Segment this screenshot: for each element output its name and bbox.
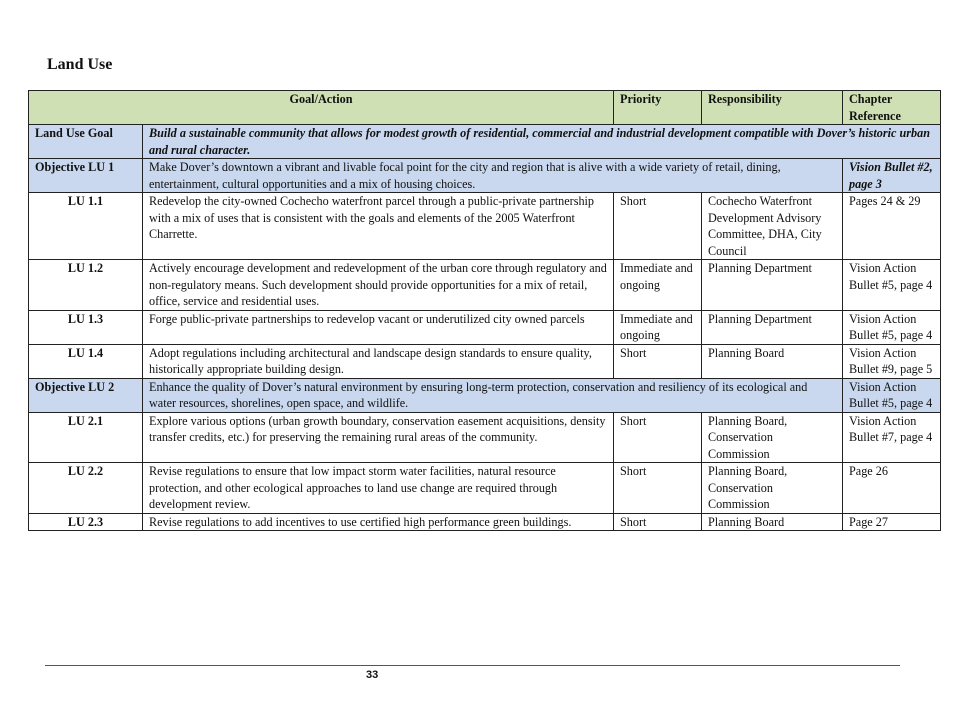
goal-text: Build a sustainable community that allows for modest growth of residential, commercial and industrial development compatible with Dover’s historic urban and rural character.	[143, 125, 941, 159]
action-reference: Vision Action Bullet #5, page 4	[843, 260, 941, 311]
action-id: LU 2.2	[29, 463, 143, 514]
action-text: Forge public-private partnerships to redevelop vacant or underutilized city owned parcels	[143, 310, 614, 344]
action-row-lu2-2	[29, 463, 941, 514]
action-id: LU 1.1	[29, 193, 143, 260]
action-text: Adopt regulations including architectural and landscape design standards to ensure quality, historically appropriate building design.	[143, 344, 614, 378]
action-priority: Short	[614, 513, 702, 531]
land-use-table	[28, 90, 941, 531]
action-reference: Pages 24 & 29	[843, 193, 941, 260]
section-title: Land Use	[47, 56, 113, 73]
action-responsibility: Planning Board	[702, 513, 843, 531]
action-responsibility: Planning Department	[702, 310, 843, 344]
action-reference: Page 26	[843, 463, 941, 514]
action-priority: Short	[614, 412, 702, 463]
action-reference: Vision Action Bullet #9, page 5	[843, 344, 941, 378]
objective-reference: Vision Action Bullet #5, page 4	[843, 378, 941, 412]
header-priority: Priority	[614, 91, 702, 125]
action-reference: Vision Action Bullet #7, page 4	[843, 412, 941, 463]
action-reference: Vision Action Bullet #5, page 4	[843, 310, 941, 344]
goal-label: Land Use Goal	[29, 125, 143, 159]
objective-text: Enhance the quality of Dover’s natural environment by ensuring long-term protection, conservation and resiliency of its ecological and water resources, shorelines, open space, and wildlife.	[143, 378, 843, 412]
objective-label: Objective LU 1	[29, 159, 143, 193]
action-id: LU 1.2	[29, 260, 143, 311]
action-responsibility: Planning Department	[702, 260, 843, 311]
footer-divider	[45, 665, 900, 666]
action-text: Explore various options (urban growth boundary, conservation easement acquisitions, density transfer credits, etc.) for preserving the remaining rural areas of the community.	[143, 412, 614, 463]
action-text: Revise regulations to ensure that low impact storm water facilities, natural resource protection, and other ecological approaches to land use change are required through development review.	[143, 463, 614, 514]
action-priority: Immediate and ongoing	[614, 260, 702, 311]
action-row-lu1-1	[29, 193, 941, 260]
objective-reference: Vision Bullet #2, page 3	[843, 159, 941, 193]
action-priority: Immediate and ongoing	[614, 310, 702, 344]
action-id: LU 2.1	[29, 412, 143, 463]
action-responsibility: Planning Board, Conservation Commission	[702, 463, 843, 514]
objective-row-lu2	[29, 378, 941, 412]
action-responsibility: Planning Board	[702, 344, 843, 378]
objective-row-lu1	[29, 159, 941, 193]
action-id: LU 1.4	[29, 344, 143, 378]
objective-label: Objective LU 2	[29, 378, 143, 412]
action-text: Actively encourage development and redevelopment of the urban core through regulatory and non-regulatory means. Such development should provide opportunities for a mix of retail, office, service and residential uses.	[143, 260, 614, 311]
header-goal-action: Goal/Action	[29, 91, 614, 125]
action-row-lu1-4	[29, 344, 941, 378]
action-responsibility: Planning Board, Conservation Commission	[702, 412, 843, 463]
header-chapter-reference: Chapter Reference	[843, 91, 941, 125]
action-priority: Short	[614, 344, 702, 378]
action-text: Redevelop the city-owned Cochecho waterfront parcel through a public-private partnership with a mix of uses that is consistent with the goals and elements of the 2005 Waterfront Charrette.	[143, 193, 614, 260]
action-responsibility: Cochecho Waterfront Development Advisory Committee, DHA, City Council	[702, 193, 843, 260]
objective-text: Make Dover’s downtown a vibrant and livable focal point for the city and region that is alive with a wide variety of retail, dining, entertainment, cultural opportunities and a mix of housing choices.	[143, 159, 843, 193]
action-row-lu2-1	[29, 412, 941, 463]
action-id: LU 1.3	[29, 310, 143, 344]
action-text: Revise regulations to add incentives to use certified high performance green buildings.	[143, 513, 614, 531]
action-row-lu1-2	[29, 260, 941, 311]
action-row-lu2-3	[29, 513, 941, 531]
header-responsibility: Responsibility	[702, 91, 843, 125]
action-priority: Short	[614, 463, 702, 514]
table-header-row	[29, 91, 941, 125]
action-reference: Page 27	[843, 513, 941, 531]
page-number: 33	[366, 669, 379, 681]
action-row-lu1-3	[29, 310, 941, 344]
action-priority: Short	[614, 193, 702, 260]
goal-row	[29, 125, 941, 159]
action-id: LU 2.3	[29, 513, 143, 531]
